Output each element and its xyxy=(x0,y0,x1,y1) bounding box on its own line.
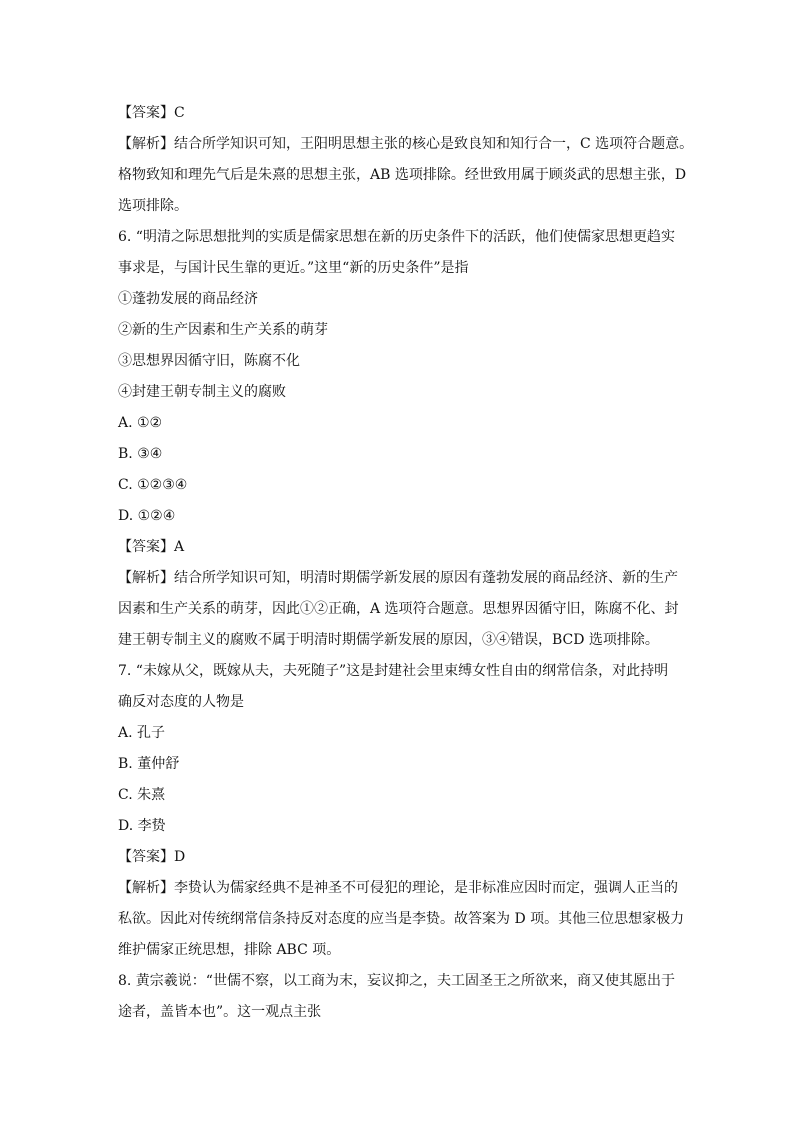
explanation-line: 【解析】结合所学知识可知，王阳明思想主张的核心是致良知和知行合一，C 选项符合题意。 xyxy=(118,136,694,152)
question-6-item: ②新的生产因素和生产关系的萌芽 xyxy=(118,322,328,338)
explanation-line: 建王朝专制主义的腐败不属于明清时期儒学新发展的原因，③④错误，BCD 选项排除。 xyxy=(118,632,659,648)
answer-line: 【答案】C xyxy=(118,105,185,121)
answer-line: 【答案】A xyxy=(118,539,185,555)
document-body xyxy=(118,98,694,1028)
question-8-stem: 途者，盖皆本也”。这一观点主张 xyxy=(118,1004,322,1020)
question-7-option-c: C. 朱熹 xyxy=(118,787,166,803)
explanation-line: 因素和生产关系的萌芽，因此①②正确，A 选项符合题意。思想界因循守旧，陈腐不化、封 xyxy=(118,601,679,617)
explanation-line: 选项排除。 xyxy=(118,198,188,214)
question-7-stem: 7. “未嫁从父，既嫁从夫，夫死随子”这是封建社会里束缚女性自由的纲常信条，对此持明 xyxy=(118,663,669,679)
question-6-option-a: A. ①② xyxy=(118,415,163,431)
question-7-option-d: D. 李贽 xyxy=(118,818,166,834)
explanation-line: 私欲。因此对传统纲常信条持反对态度的应当是李贽。故答案为 D 项。其他三位思想家极力 xyxy=(118,911,685,927)
explanation-line: 维护儒家正统思想，排除 ABC 项。 xyxy=(118,942,341,958)
question-6-item: ①蓬勃发展的商品经济 xyxy=(118,291,258,307)
question-7-option-b: B. 董仲舒 xyxy=(118,756,180,772)
question-6-item: ④封建王朝专制主义的腐败 xyxy=(118,384,286,400)
explanation-line: 【解析】结合所学知识可知，明清时期儒学新发展的原因有蓬勃发展的商品经济、新的生产 xyxy=(118,570,678,586)
answer-line: 【答案】D xyxy=(118,849,186,865)
question-6-option-d: D. ①②④ xyxy=(118,508,176,524)
explanation-line: 【解析】李贽认为儒家经典不是神圣不可侵犯的理论，是非标准应因时而定，强调人正当的 xyxy=(118,880,678,896)
question-6-stem: 6. “明清之际思想批判的实质是儒家思想在新的历史条件下的活跃，他们使儒家思想更趋实 xyxy=(118,229,675,245)
question-7-option-a: A. 孔子 xyxy=(118,725,166,741)
question-6-item: ③思想界因循守旧，陈腐不化 xyxy=(118,353,300,369)
question-6-option-c: C. ①②③④ xyxy=(118,477,188,493)
question-6-option-b: B. ③④ xyxy=(118,446,163,462)
explanation-line: 格物致知和理先气后是朱熹的思想主张，AB 选项排除。经世致用属于顾炎武的思想主张，D xyxy=(118,167,687,183)
question-6-stem: 事求是，与国计民生靠的更近。”这里“新的历史条件”是指 xyxy=(118,260,469,276)
question-7-stem: 确反对态度的人物是 xyxy=(118,694,244,710)
question-8-stem: 8. 黄宗羲说：“世儒不察，以工商为末，妄议抑之，夫工固圣王之所欲来，商又使其愿出于 xyxy=(118,973,675,989)
